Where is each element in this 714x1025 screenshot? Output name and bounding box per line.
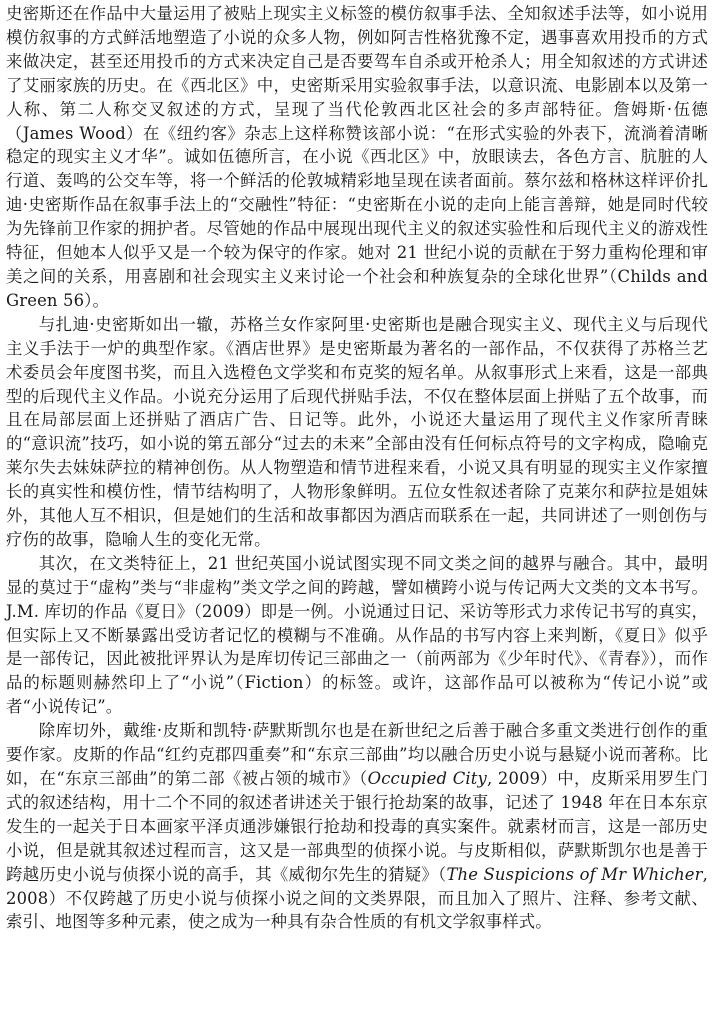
text-segment: , 2009）中，皮斯采用罗生门式的叙述结构，用十二个不同的叙述者讲述关于银行抢劫案的故事，记述了 1948 年在日本东京发生的一起关于日本画家平泽贞通涉嫌银行抢劫和投毒的真实案件。就素材而言，这是一部历史小说，但是就其叙述过程而言，这又是一部典型的侦探小说。与皮斯相似，萨默斯凯尔也是善于跨越历史小说与侦探小说的高手，其《威彻尔先生的猜疑》（: [6, 769, 708, 884]
book-title-suspicions-of-mr-whicher: The Suspicions of Mr Whicher: [446, 864, 703, 884]
text-segment: 除库切外，戴维·皮斯和凯特·萨默斯凯尔也是在新世纪之后善于融合多重文类进行创作的重要作家。皮斯的作品“红约克郡四重奏”和“东京三部曲”均以融合历史小说与悬疑小说而著称。比如，在“东京三部曲”的第二部《被占领的城市》（: [6, 721, 708, 788]
paragraph-zadie-smith-techniques: 史密斯还在作品中大量运用了被贴上现实主义标签的模仿叙事手法、全知叙述手法等，如小说用模仿叙事的方式鲜活地塑造了小说的众多人物，例如阿吉性格犹豫不定，遇事喜欢用投币的方式来做决定，甚至还用投币的方式来决定自己是否要驾车自杀或开枪杀人；用全知叙述的方式讲述了艾丽家族的历史。在《西北区》中，史密斯采用实验叙事手法，以意识流、电影剧本以及第一人称、第二人称交叉叙述的方式，呈现了当代伦敦西北区社会的多声部特征。詹姆斯·伍德（James Wood）在《纽约客》杂志上这样称赞该部小说：“在形式实验的外表下，流淌着清晰稳定的现实主义才华”。诚如伍德所言，在小说《西北区》中，放眼读去，各色方言、肮脏的人行道、轰鸣的公交车等，将一个鲜活的伦敦城精彩地呈现在读者面前。蔡尔兹和格林这样评价扎迪·史密斯作品在叙事手法上的“交融性”特征：“史密斯在小说的走向上能言善辩，她是同时代较为先锋前卫作家的拥护者。尽管她的作品中展现出现代主义的叙述实验性和后现代主义的游戏性特征，但她本人似乎又是一个较为保守的作家。她对 21 世纪小说的贡献在于努力重构伦理和审美之间的关系，用喜剧和社会现实主义来讨论一个社会和种族复杂的全球化世界”（Childs and Green 56）。: [6, 4, 708, 310]
paragraph-peace-summerscale: [6, 719, 708, 934]
paragraph-genre-crossing-coetzee: 其次，在文类特征上，21 世纪英国小说试图实现不同文类之间的越界与融合。其中，最明显的莫过于“虚构”类与“非虚构”类文学之间的跨越，譬如横跨小说与传记两大文类的文本书写。J.M. 库切的作品《夏日》（2009）即是一例。小说通过日记、采访等形式力求传记书写的真实，但实际上又不断暴露出受访者记忆的模糊与不准确。从作品的书写内容上来判断，《夏日》似乎是一部传记，因此被批评界认为是库切传记三部曲之一（前两部为《少年时代》、《青春》），而作品的标题则赫然印上了“小说”（Fiction）的标签。或许，这部作品可以被称为“传记小说”或者“小说传记”。: [6, 553, 708, 717]
paragraph-ali-smith-hotel-world: 与扎迪·史密斯如出一辙，苏格兰女作家阿里·史密斯也是融合现实主义、现代主义与后现代主义手法于一炉的典型作家。《酒店世界》是史密斯最为著名的一部作品，不仅获得了苏格兰艺术委员会年度图书奖，而且入选橙色文学奖和布克奖的短名单。从叙事形式上来看，这是一部典型的后现代主义作品。小说充分运用了后现代拼贴手法，不仅在整体层面上拼贴了五个故事，而且在局部层面上还拼贴了酒店广告、日记等。此外，小说还大量运用了现代主义作家所青睐的“意识流”技巧，如小说的第五部分“过去的未来”全部由没有任何标点符号的文字构成，隐喻克莱尔失去妹妹萨拉的精神创伤。从人物塑造和情节进程来看，小说又具有明显的现实主义作家擅长的真实性和模仿性，情节结构明了，人物形象鲜明。五位女性叙述者除了克莱尔和萨拉是姐妹外，其他人互不相识，但是她们的生活和故事都因为酒店而联系在一起，共同讲述了一则创伤与疗伤的故事，隐喻人生的变化无常。: [6, 314, 708, 549]
book-title-occupied-city: Occupied City: [367, 769, 487, 788]
text-segment: , 2008）不仅跨越了历史小说与侦探小说之间的文类界限，而且加入了照片、注释、参考文献、索引、地图等多种元素，使之成为一种具有杂合性质的有机文学叙事样式。: [6, 864, 708, 932]
